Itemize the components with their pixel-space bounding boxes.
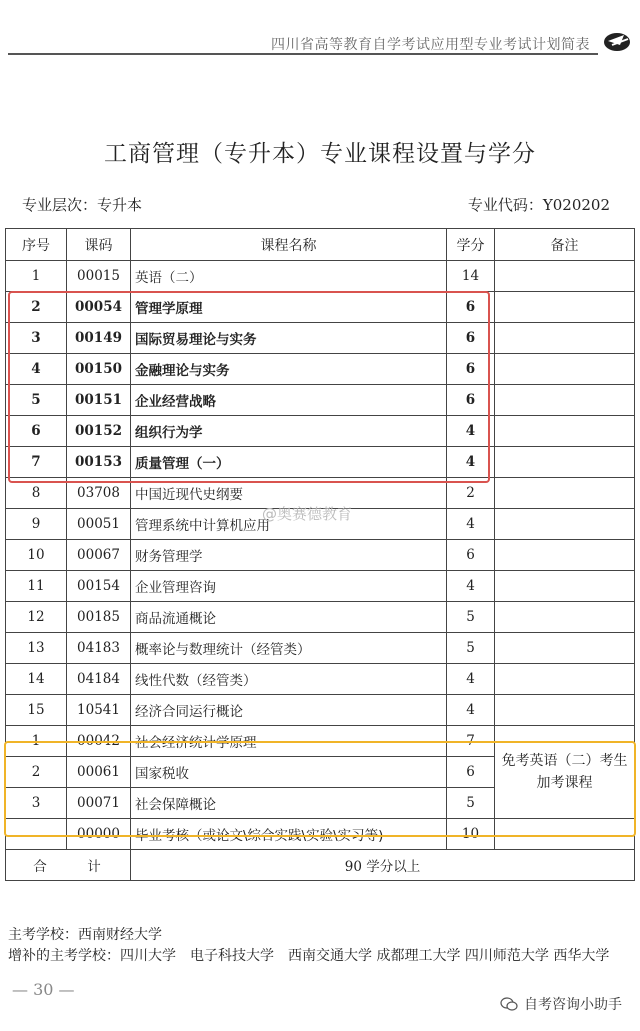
row-name: 企业管理咨询 bbox=[131, 571, 447, 602]
watermark-text: @奥赛德教育 bbox=[262, 505, 353, 523]
row-seq: 2 bbox=[6, 292, 67, 323]
row-credit: 6 bbox=[447, 757, 495, 788]
row-note bbox=[495, 416, 635, 447]
major-code bbox=[468, 194, 610, 215]
total-label-a: 合 bbox=[33, 859, 49, 875]
major-level: 专业层次：专升本 bbox=[22, 196, 143, 214]
header-code: 课码 bbox=[67, 229, 131, 261]
row-seq: 2 bbox=[6, 757, 67, 788]
row-code: 00051 bbox=[67, 509, 131, 540]
row-name: 企业经营战略 bbox=[131, 385, 447, 416]
row-seq: 13 bbox=[6, 633, 67, 664]
total-value: 90 学分以上 bbox=[131, 850, 635, 881]
row-seq: 11 bbox=[6, 571, 67, 602]
row-seq: 10 bbox=[6, 540, 67, 571]
row-note bbox=[495, 571, 635, 602]
row-code: 00042 bbox=[67, 726, 131, 757]
row-name: 商品流通概论 bbox=[131, 602, 447, 633]
document-title: 工商管理（专升本）专业课程设置与学分 bbox=[104, 141, 536, 167]
graduation-row bbox=[6, 819, 635, 850]
row-credit: 10 bbox=[447, 819, 495, 850]
course-table bbox=[5, 228, 635, 881]
row-name: 管理系统中计算机应用 bbox=[131, 509, 447, 540]
row-credit: 4 bbox=[447, 664, 495, 695]
row-note bbox=[495, 509, 635, 540]
major-code-label: 专业代码： bbox=[467, 196, 543, 214]
row-name: 国际贸易理论与实务 bbox=[131, 323, 447, 354]
row-credit: 4 bbox=[447, 571, 495, 602]
row-seq: 15 bbox=[6, 695, 67, 726]
row-note bbox=[495, 261, 635, 292]
row-code: 00067 bbox=[67, 540, 131, 571]
row-name: 概率论与数理统计（经管类） bbox=[131, 633, 447, 664]
row-note bbox=[495, 695, 635, 726]
row-code: 00000 bbox=[67, 819, 131, 850]
row-seq: 7 bbox=[6, 447, 67, 478]
row-credit: 6 bbox=[447, 292, 495, 323]
header-name: 课程名称 bbox=[131, 229, 447, 261]
row-name: 社会经济统计学原理 bbox=[131, 726, 447, 757]
row-code: 04184 bbox=[67, 664, 131, 695]
row-name: 毕业考核（或论文\综合实践\实验\实习等) bbox=[131, 819, 447, 850]
total-label bbox=[6, 850, 131, 881]
row-credit: 2 bbox=[447, 478, 495, 509]
table-row bbox=[6, 540, 635, 571]
wechat-account bbox=[500, 994, 622, 1014]
table-row bbox=[6, 261, 635, 292]
row-credit: 6 bbox=[447, 354, 495, 385]
table-header-row bbox=[6, 229, 635, 261]
row-credit: 6 bbox=[447, 540, 495, 571]
main-school: 主考学校：西南财经大学 bbox=[8, 927, 162, 943]
row-name: 线性代数（经管类） bbox=[131, 664, 447, 695]
table-row bbox=[6, 571, 635, 602]
table-row bbox=[6, 695, 635, 726]
row-note bbox=[495, 385, 635, 416]
row-name: 经济合同运行概论 bbox=[131, 695, 447, 726]
row-code: 00061 bbox=[67, 757, 131, 788]
row-code: 00015 bbox=[67, 261, 131, 292]
row-code: 00054 bbox=[67, 292, 131, 323]
row-credit: 7 bbox=[447, 726, 495, 757]
row-seq: 5 bbox=[6, 385, 67, 416]
row-name: 中国近现代史纲要 bbox=[131, 478, 447, 509]
row-code: 00150 bbox=[67, 354, 131, 385]
table-row bbox=[6, 354, 635, 385]
row-code: 03708 bbox=[67, 478, 131, 509]
extra-courses-note: 免考英语（二）考生加考课程 bbox=[495, 726, 635, 819]
row-seq: 6 bbox=[6, 416, 67, 447]
row-seq: 14 bbox=[6, 664, 67, 695]
row-name: 社会保障概论 bbox=[131, 788, 447, 819]
row-seq bbox=[6, 819, 67, 850]
table-row bbox=[6, 447, 635, 478]
row-seq: 1 bbox=[6, 261, 67, 292]
row-code: 04183 bbox=[67, 633, 131, 664]
table-row bbox=[6, 323, 635, 354]
row-code: 00185 bbox=[67, 602, 131, 633]
row-code: 10541 bbox=[67, 695, 131, 726]
row-code: 00152 bbox=[67, 416, 131, 447]
row-name: 组织行为学 bbox=[131, 416, 447, 447]
header-divider bbox=[8, 53, 598, 55]
row-note bbox=[495, 819, 635, 850]
row-note bbox=[495, 478, 635, 509]
table-row bbox=[6, 416, 635, 447]
row-credit: 6 bbox=[447, 385, 495, 416]
row-name: 质量管理（一） bbox=[131, 447, 447, 478]
row-seq: 3 bbox=[6, 323, 67, 354]
row-name: 金融理论与实务 bbox=[131, 354, 447, 385]
major-code-value: Y020202 bbox=[542, 196, 610, 214]
row-seq: 8 bbox=[6, 478, 67, 509]
extra-table-row bbox=[6, 726, 635, 757]
wechat-name: 自考咨询小助手 bbox=[524, 997, 622, 1013]
page-number: — 30 — bbox=[12, 980, 75, 999]
row-seq: 9 bbox=[6, 509, 67, 540]
total-label-b: 计 bbox=[87, 859, 103, 875]
row-credit: 6 bbox=[447, 323, 495, 354]
header-credit: 学分 bbox=[447, 229, 495, 261]
row-credit: 5 bbox=[447, 602, 495, 633]
row-seq: 3 bbox=[6, 788, 67, 819]
row-name: 管理学原理 bbox=[131, 292, 447, 323]
header-note: 备注 bbox=[495, 229, 635, 261]
row-note bbox=[495, 664, 635, 695]
row-note bbox=[495, 354, 635, 385]
row-code: 00071 bbox=[67, 788, 131, 819]
row-code: 00151 bbox=[67, 385, 131, 416]
table-row bbox=[6, 664, 635, 695]
total-row bbox=[6, 850, 635, 881]
row-seq: 1 bbox=[6, 726, 67, 757]
row-code: 00153 bbox=[67, 447, 131, 478]
row-credit: 4 bbox=[447, 447, 495, 478]
row-note bbox=[495, 292, 635, 323]
row-note bbox=[495, 540, 635, 571]
row-note bbox=[495, 323, 635, 354]
row-name: 财务管理学 bbox=[131, 540, 447, 571]
extra-schools: 增补的主考学校：四川大学 电子科技大学 西南交通大学 成都理工大学 四川师范大学 西华大学 bbox=[8, 948, 610, 964]
row-name: 英语（二） bbox=[131, 261, 447, 292]
table-row bbox=[6, 385, 635, 416]
row-credit: 4 bbox=[447, 416, 495, 447]
row-note bbox=[495, 633, 635, 664]
row-name: 国家税收 bbox=[131, 757, 447, 788]
exam-logo-icon bbox=[602, 25, 632, 55]
row-note bbox=[495, 447, 635, 478]
page-header bbox=[0, 0, 640, 62]
row-credit: 4 bbox=[447, 509, 495, 540]
row-code: 00154 bbox=[67, 571, 131, 602]
table-row bbox=[6, 602, 635, 633]
row-seq: 4 bbox=[6, 354, 67, 385]
row-credit: 5 bbox=[447, 633, 495, 664]
row-code: 00149 bbox=[67, 323, 131, 354]
row-seq: 12 bbox=[6, 602, 67, 633]
row-credit: 4 bbox=[447, 695, 495, 726]
row-credit: 14 bbox=[447, 261, 495, 292]
row-credit: 5 bbox=[447, 788, 495, 819]
table-row bbox=[6, 292, 635, 323]
header-seq: 序号 bbox=[6, 229, 67, 261]
header-title: 四川省高等教育自学考试应用型专业考试计划简表 bbox=[271, 37, 590, 53]
table-row bbox=[6, 633, 635, 664]
row-note bbox=[495, 602, 635, 633]
wechat-icon bbox=[500, 997, 518, 1011]
